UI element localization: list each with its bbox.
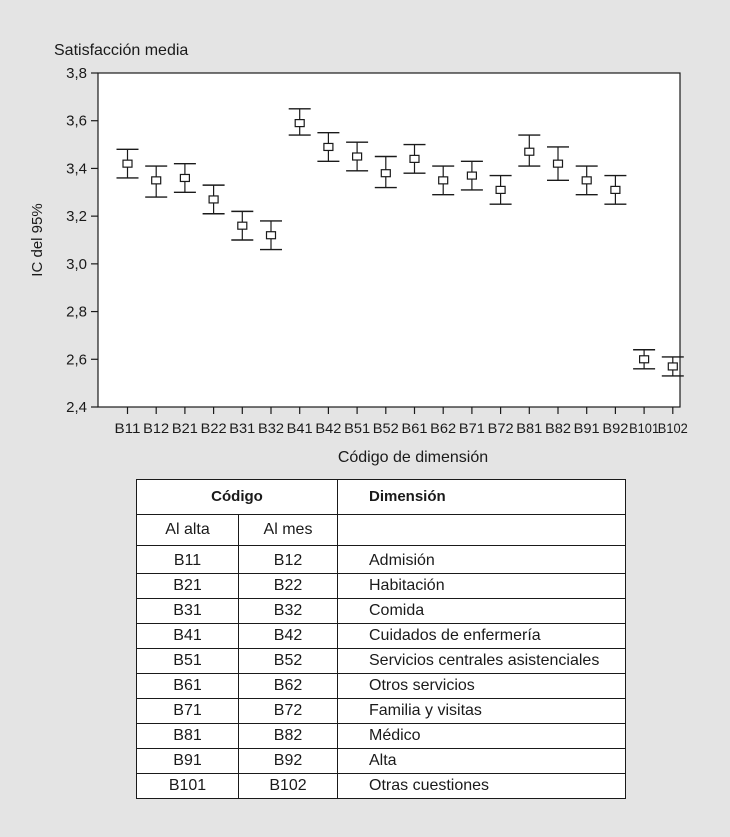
code-al-alta: B11 xyxy=(173,552,202,569)
mean-marker xyxy=(582,177,591,184)
table-row xyxy=(137,749,626,774)
x-tick-label: B62 xyxy=(430,420,457,436)
table-row xyxy=(137,699,626,724)
x-tick-label: B81 xyxy=(516,420,543,436)
dimension-name: Habitación xyxy=(338,574,626,599)
y-tick-label: 2,8 xyxy=(66,303,87,321)
table-row xyxy=(137,774,626,799)
y-tick-label: 3,4 xyxy=(66,160,87,178)
table-row xyxy=(137,624,626,649)
mean-marker xyxy=(381,170,390,177)
y-axis-label: IC del 95% xyxy=(29,203,46,277)
table-row xyxy=(137,674,626,699)
mean-marker xyxy=(353,153,362,160)
x-tick-label: B21 xyxy=(171,420,199,436)
x-tick-label: B42 xyxy=(315,420,342,436)
mean-marker xyxy=(640,356,649,363)
y-tick-label: 3,6 xyxy=(66,112,87,130)
code-al-mes: B22 xyxy=(239,574,338,599)
mean-marker xyxy=(668,363,677,370)
y-tick-label: 2,4 xyxy=(66,399,87,416)
x-tick-label: B71 xyxy=(458,420,486,436)
code-al-mes: B12 xyxy=(239,546,338,574)
chart-title: Satisfacción media xyxy=(54,42,189,59)
y-axis xyxy=(66,65,98,416)
mean-marker xyxy=(152,177,161,184)
code-al-mes: B102 xyxy=(239,774,338,799)
table-body xyxy=(137,546,626,799)
x-tick-label: B51 xyxy=(344,420,371,436)
subheader-empty xyxy=(338,515,626,546)
y-tick-label: 3,0 xyxy=(66,255,87,273)
dimension-name: Alta xyxy=(338,749,626,774)
x-tick-label: B82 xyxy=(545,420,572,436)
dimension-name: Médico xyxy=(338,724,626,749)
code-al-alta: B41 xyxy=(137,624,239,649)
code-al-mes: B62 xyxy=(239,674,338,699)
mean-marker xyxy=(267,232,276,239)
dimension-code-table xyxy=(136,479,626,799)
code-al-alta: B71 xyxy=(137,699,239,724)
header-dimension: Dimensión xyxy=(338,480,626,515)
x-tick-label: B12 xyxy=(143,420,170,436)
mean-marker xyxy=(554,160,563,167)
dimension-name: Comida xyxy=(338,599,626,624)
x-tick-label: B61 xyxy=(401,420,428,436)
code-al-alta: B81 xyxy=(137,724,239,749)
dimension-name: Admisión xyxy=(338,546,626,574)
table-row xyxy=(137,599,626,624)
code-al-mes: B52 xyxy=(239,649,338,674)
mean-marker xyxy=(295,120,304,127)
code-al-alta: B51 xyxy=(137,649,239,674)
x-tick-label: B22 xyxy=(200,420,227,436)
header-codigo: Código xyxy=(137,480,338,515)
x-axis xyxy=(115,407,688,436)
x-tick-label: B41 xyxy=(286,420,313,436)
mean-marker xyxy=(324,143,333,150)
x-tick-label: B72 xyxy=(487,420,514,436)
x-tick-label: B101 xyxy=(629,420,660,436)
dimension-name: Cuidados de enfermería xyxy=(338,624,626,649)
code-al-alta: B91 xyxy=(137,749,239,774)
x-tick-label: B31 xyxy=(229,420,256,436)
mean-marker xyxy=(123,160,132,167)
table-row xyxy=(137,546,626,574)
mean-marker xyxy=(238,222,247,229)
dimension-name: Otros servicios xyxy=(338,674,626,699)
table-row xyxy=(137,649,626,674)
mean-marker xyxy=(180,174,189,181)
mean-marker xyxy=(439,177,448,184)
code-al-alta: B31 xyxy=(137,599,239,624)
mean-marker xyxy=(467,172,476,179)
subheader-al-mes: Al mes xyxy=(239,515,338,546)
code-al-mes: B32 xyxy=(239,599,338,624)
code-al-mes: B92 xyxy=(239,749,338,774)
x-tick-label: B11 xyxy=(114,420,141,436)
x-tick-label: B91 xyxy=(573,420,600,436)
mean-marker xyxy=(525,148,534,155)
table-row xyxy=(137,574,626,599)
code-al-alta: B101 xyxy=(137,774,239,799)
y-tick-label: 2,6 xyxy=(66,351,87,369)
x-tick-label: B52 xyxy=(372,420,400,436)
dimension-name: Otras cuestiones xyxy=(338,774,626,799)
plot-area xyxy=(98,73,680,407)
table-row xyxy=(137,724,626,749)
mean-marker xyxy=(410,155,419,162)
dimension-name: Familia y visitas xyxy=(338,699,626,724)
subheader-al-alta: Al alta xyxy=(137,515,239,546)
x-axis-label: Código de dimensión xyxy=(337,449,489,466)
y-tick-label: 3,8 xyxy=(66,65,87,82)
mean-marker xyxy=(496,186,505,193)
code-al-mes: B82 xyxy=(239,724,338,749)
x-tick-label: B92 xyxy=(602,420,629,436)
code-al-alta: B21 xyxy=(137,574,239,599)
code-al-alta: B61 xyxy=(137,674,239,699)
mean-marker xyxy=(209,196,218,203)
dimension-name: Servicios centrales asistenciales xyxy=(338,649,626,674)
mean-marker xyxy=(611,186,620,193)
x-tick-label: B32 xyxy=(258,420,285,436)
code-al-mes: B72 xyxy=(239,699,338,724)
x-tick-label: B102 xyxy=(657,420,688,436)
code-al-mes: B42 xyxy=(239,624,338,649)
y-tick-label: 3,2 xyxy=(66,208,87,226)
